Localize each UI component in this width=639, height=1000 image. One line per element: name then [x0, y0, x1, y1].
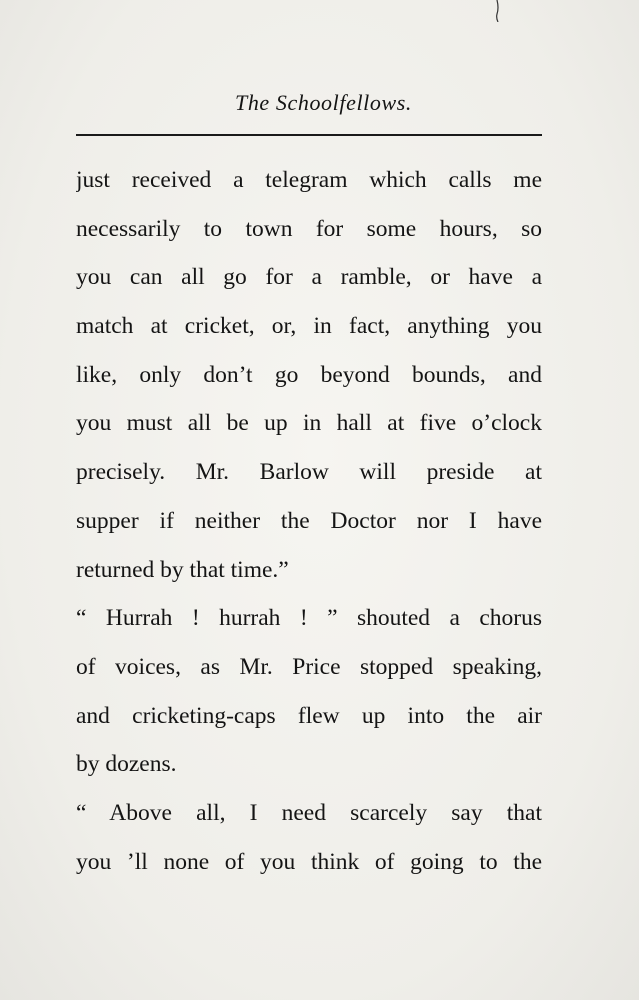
header-rule	[76, 134, 542, 136]
text-line: you can all go for a ramble, or have a	[76, 264, 542, 291]
text-line: of voices, as Mr. Price stopped speaking,	[76, 653, 542, 680]
running-head: The Schoolfellows.	[234, 90, 412, 115]
body-text	[76, 160, 542, 890]
text-line: “ Hurrah ! hurrah ! ” shouted a chorus	[76, 605, 542, 632]
text-line: like, only don’t go beyond bounds, and	[76, 361, 542, 388]
text-line: supper if neither the Doctor nor I have	[76, 507, 542, 534]
text-line: necessarily to town for some hours, so	[76, 215, 542, 242]
text-line: returned by that time.”	[76, 556, 289, 583]
page-edge-mark	[494, 0, 500, 22]
text-line: precisely. Mr. Barlow will preside at	[76, 459, 542, 486]
text-line: and cricketing-caps flew up into the air	[76, 702, 542, 729]
text-line: match at cricket, or, in fact, anything you	[76, 313, 542, 340]
text-line: “ Above all, I need scarcely say that	[76, 799, 542, 826]
text-line: you must all be up in hall at five o’clock	[76, 410, 542, 437]
text-line: just received a telegram which calls me	[76, 167, 542, 193]
text-line: by dozens.	[76, 751, 177, 778]
text-line: you ’ll none of you think of going to the	[76, 848, 542, 875]
